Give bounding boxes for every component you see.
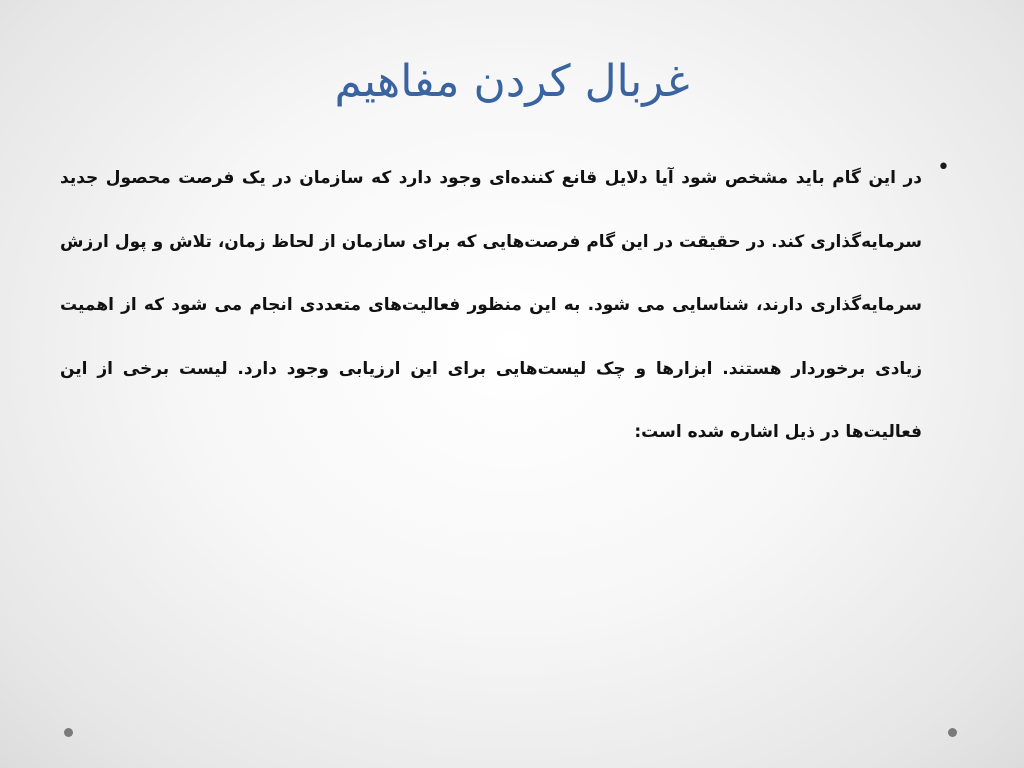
bullet-item <box>60 147 950 465</box>
slide-content <box>60 147 950 465</box>
slide-title: غربال کردن مفاهیم <box>334 56 690 107</box>
bullet-dot-icon: • <box>937 155 950 180</box>
slide-corner-dot-icon <box>948 728 957 737</box>
bullet-text: در این گام باید مشخص شود آیا دلایل قانع کننده‌ای وجود دارد که سازمان در یک فرصت محصول جدید سرمایه‌گذاری کند. در حقیقت در این گام فرصت‌هایی که برای سازمان از لحاظ زمان، تلاش و پول ارزش سرمایه‌گذاری دارند، شناسایی می شود. به این منظور فعالیت‌های متعددی انجام می شود که از اهمیت زیادی برخوردار هستند. ابزارها و چک لیست‌هایی برای این ارزیابی وجود دارد. لیست برخی از این فعالیت‌ها در ذیل اشاره شده است: <box>60 168 922 442</box>
slide-corner-dot-icon <box>64 728 73 737</box>
